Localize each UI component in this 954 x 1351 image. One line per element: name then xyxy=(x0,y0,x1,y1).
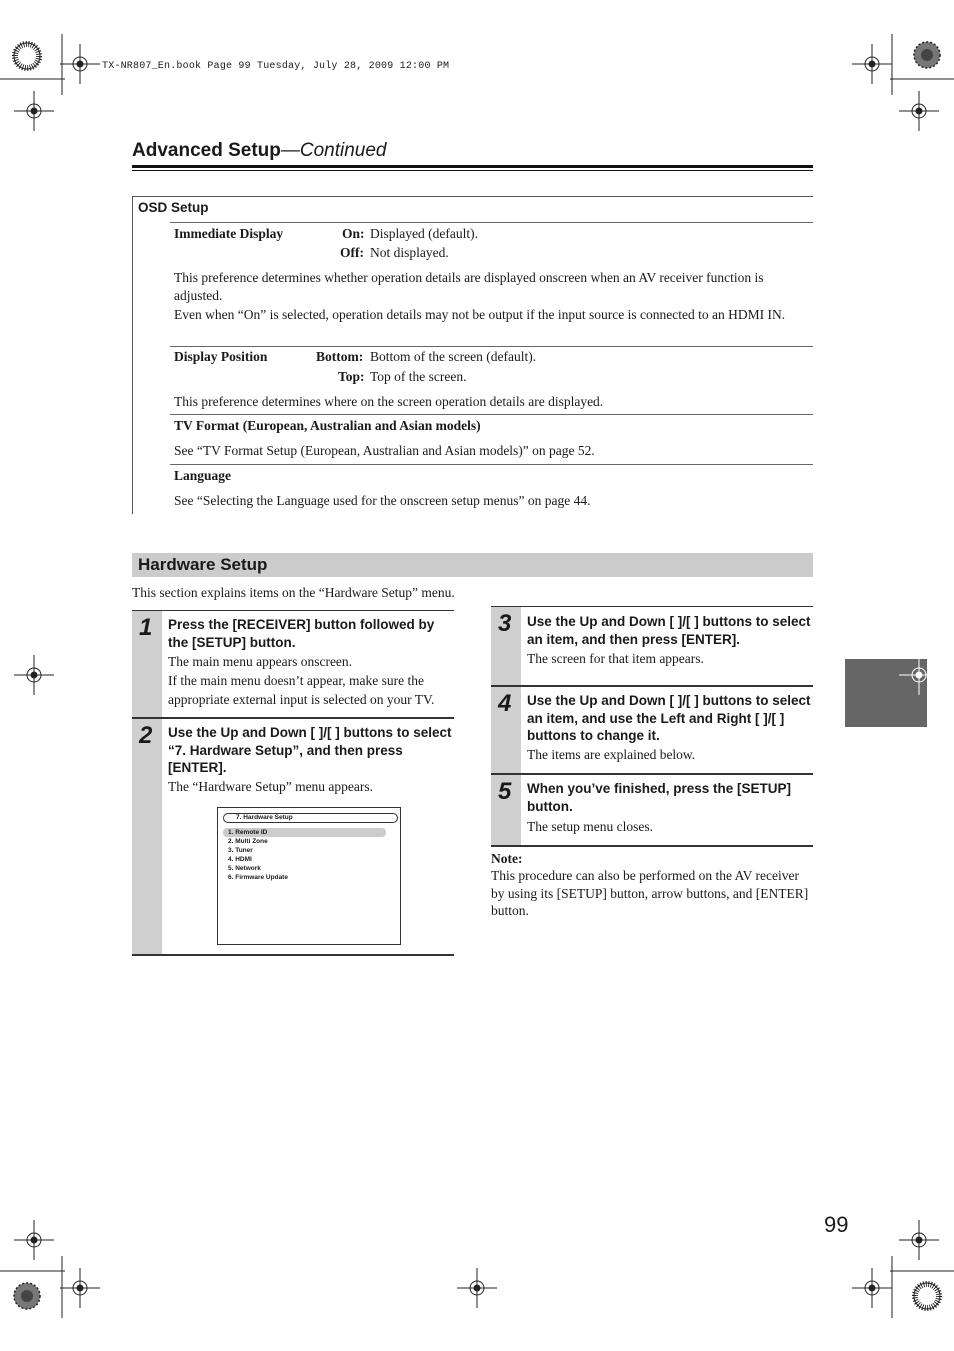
menu-item-firmware-update: 6. Firmware Update xyxy=(228,874,288,881)
tv-format-label: TV Format (European, Australian and Asian models) xyxy=(174,418,481,433)
menu-item-network: 5. Network xyxy=(228,865,261,872)
step-2-heading: Use the Up and Down [ ]/[ ] buttons to select “7. Hardware Setup”, and then press [ENTER]. xyxy=(168,725,452,775)
immediate-display-label: Immediate Display xyxy=(174,226,284,241)
menu-title-box xyxy=(223,813,398,823)
osd-table-border-top xyxy=(132,196,813,197)
step-1-body-2: If the main menu doesn’t appear, make sure the appropriate external input is selected on your TV. xyxy=(168,673,435,707)
step-divider xyxy=(491,773,813,775)
step-5-heading: When you’ve finished, press the [SETUP] button. xyxy=(527,781,792,814)
step-2-number: 2 xyxy=(139,722,153,749)
file-info-line: TX-NR807_En.book Page 99 Tuesday, July 28, 2009 12:00 PM xyxy=(102,61,450,72)
menu-item-remote-id: 1. Remote ID xyxy=(228,829,268,836)
header-rule-thin xyxy=(132,170,813,171)
top-key: Top: xyxy=(338,369,365,384)
note-text: This procedure can also be performed on the AV receiver by using its [SETUP] button, arrow buttons, and [ENTER] button. xyxy=(491,868,809,918)
bottom-value: Bottom of the screen (default). xyxy=(370,349,537,364)
step-3-heading: Use the Up and Down [ ]/[ ] buttons to select an item, and then press [ENTER]. xyxy=(527,614,811,647)
off-value: Not displayed. xyxy=(370,245,449,260)
osd-setup-title: OSD Setup xyxy=(138,200,209,215)
step-1-heading: Press the [RECEIVER] button followed by the [SETUP] button. xyxy=(168,617,435,650)
step-1-number: 1 xyxy=(139,614,153,641)
on-value: Displayed (default). xyxy=(370,226,478,241)
language-desc: See “Selecting the Language used for the onscreen setup menus” on page 44. xyxy=(174,493,591,508)
divider xyxy=(170,414,813,415)
immediate-desc-2: Even when “On” is selected, operation details may not be output if the input source is connected to an HDMI IN. xyxy=(174,307,786,322)
step-1-body-1: The main menu appears onscreen. xyxy=(168,654,353,669)
step-divider xyxy=(132,610,454,611)
side-tab-registration-mark xyxy=(899,655,939,695)
menu-item-hdmi: 4. HDMI xyxy=(228,856,252,863)
top-value: Top of the screen. xyxy=(370,369,467,384)
tv-format-desc: See “TV Format Setup (European, Australian and Asian models)” on page 52. xyxy=(174,443,595,458)
note-label: Note: xyxy=(491,851,523,866)
on-key: On: xyxy=(342,226,365,241)
step-divider xyxy=(491,685,813,687)
position-desc: This preference determines where on the screen operation details are displayed. xyxy=(174,394,604,409)
step-4-body: The items are explained below. xyxy=(527,747,696,762)
page-number: 99 xyxy=(824,1212,849,1237)
header-title: Advanced Setup xyxy=(132,140,281,161)
divider xyxy=(170,346,813,347)
page-header xyxy=(132,140,387,162)
bottom-key: Bottom: xyxy=(316,349,364,364)
step-divider xyxy=(491,845,813,847)
step-4-heading: Use the Up and Down [ ]/[ ] buttons to select an item, and use the Left and Right [ ]/[ ] buttons to change it. xyxy=(527,693,811,743)
language-label: Language xyxy=(174,468,232,483)
step-5-number: 5 xyxy=(498,778,512,805)
divider xyxy=(170,464,813,465)
menu-item-tuner: 3. Tuner xyxy=(228,847,253,854)
step-2-body-1: The “Hardware Setup” menu appears. xyxy=(168,779,374,794)
step-3-body: The screen for that item appears. xyxy=(527,651,704,666)
step-2-number-box xyxy=(132,719,162,954)
step-divider xyxy=(491,606,813,607)
header-continued: —Continued xyxy=(280,140,387,161)
display-position-label: Display Position xyxy=(174,349,268,364)
header-rule xyxy=(132,165,813,168)
hardware-intro: This section explains items on the “Hardware Setup” menu. xyxy=(132,585,455,600)
step-4-number: 4 xyxy=(498,690,512,717)
hardware-setup-menu-screenshot xyxy=(217,807,401,945)
off-key: Off: xyxy=(340,245,364,260)
menu-title: 7. Hardware Setup xyxy=(236,814,293,821)
step-3-number: 3 xyxy=(498,610,512,637)
menu-item-multi-zone: 2. Multi Zone xyxy=(228,838,268,845)
step-divider xyxy=(132,717,454,719)
step-5-body: The setup menu closes. xyxy=(527,819,653,834)
osd-table-border-left xyxy=(132,196,133,514)
divider xyxy=(170,222,813,223)
step-divider xyxy=(132,954,454,956)
immediate-desc-1: This preference determines whether operation details are displayed onscreen when an AV receiver function is adjusted. xyxy=(174,270,764,303)
hardware-setup-title: Hardware Setup xyxy=(138,555,268,574)
